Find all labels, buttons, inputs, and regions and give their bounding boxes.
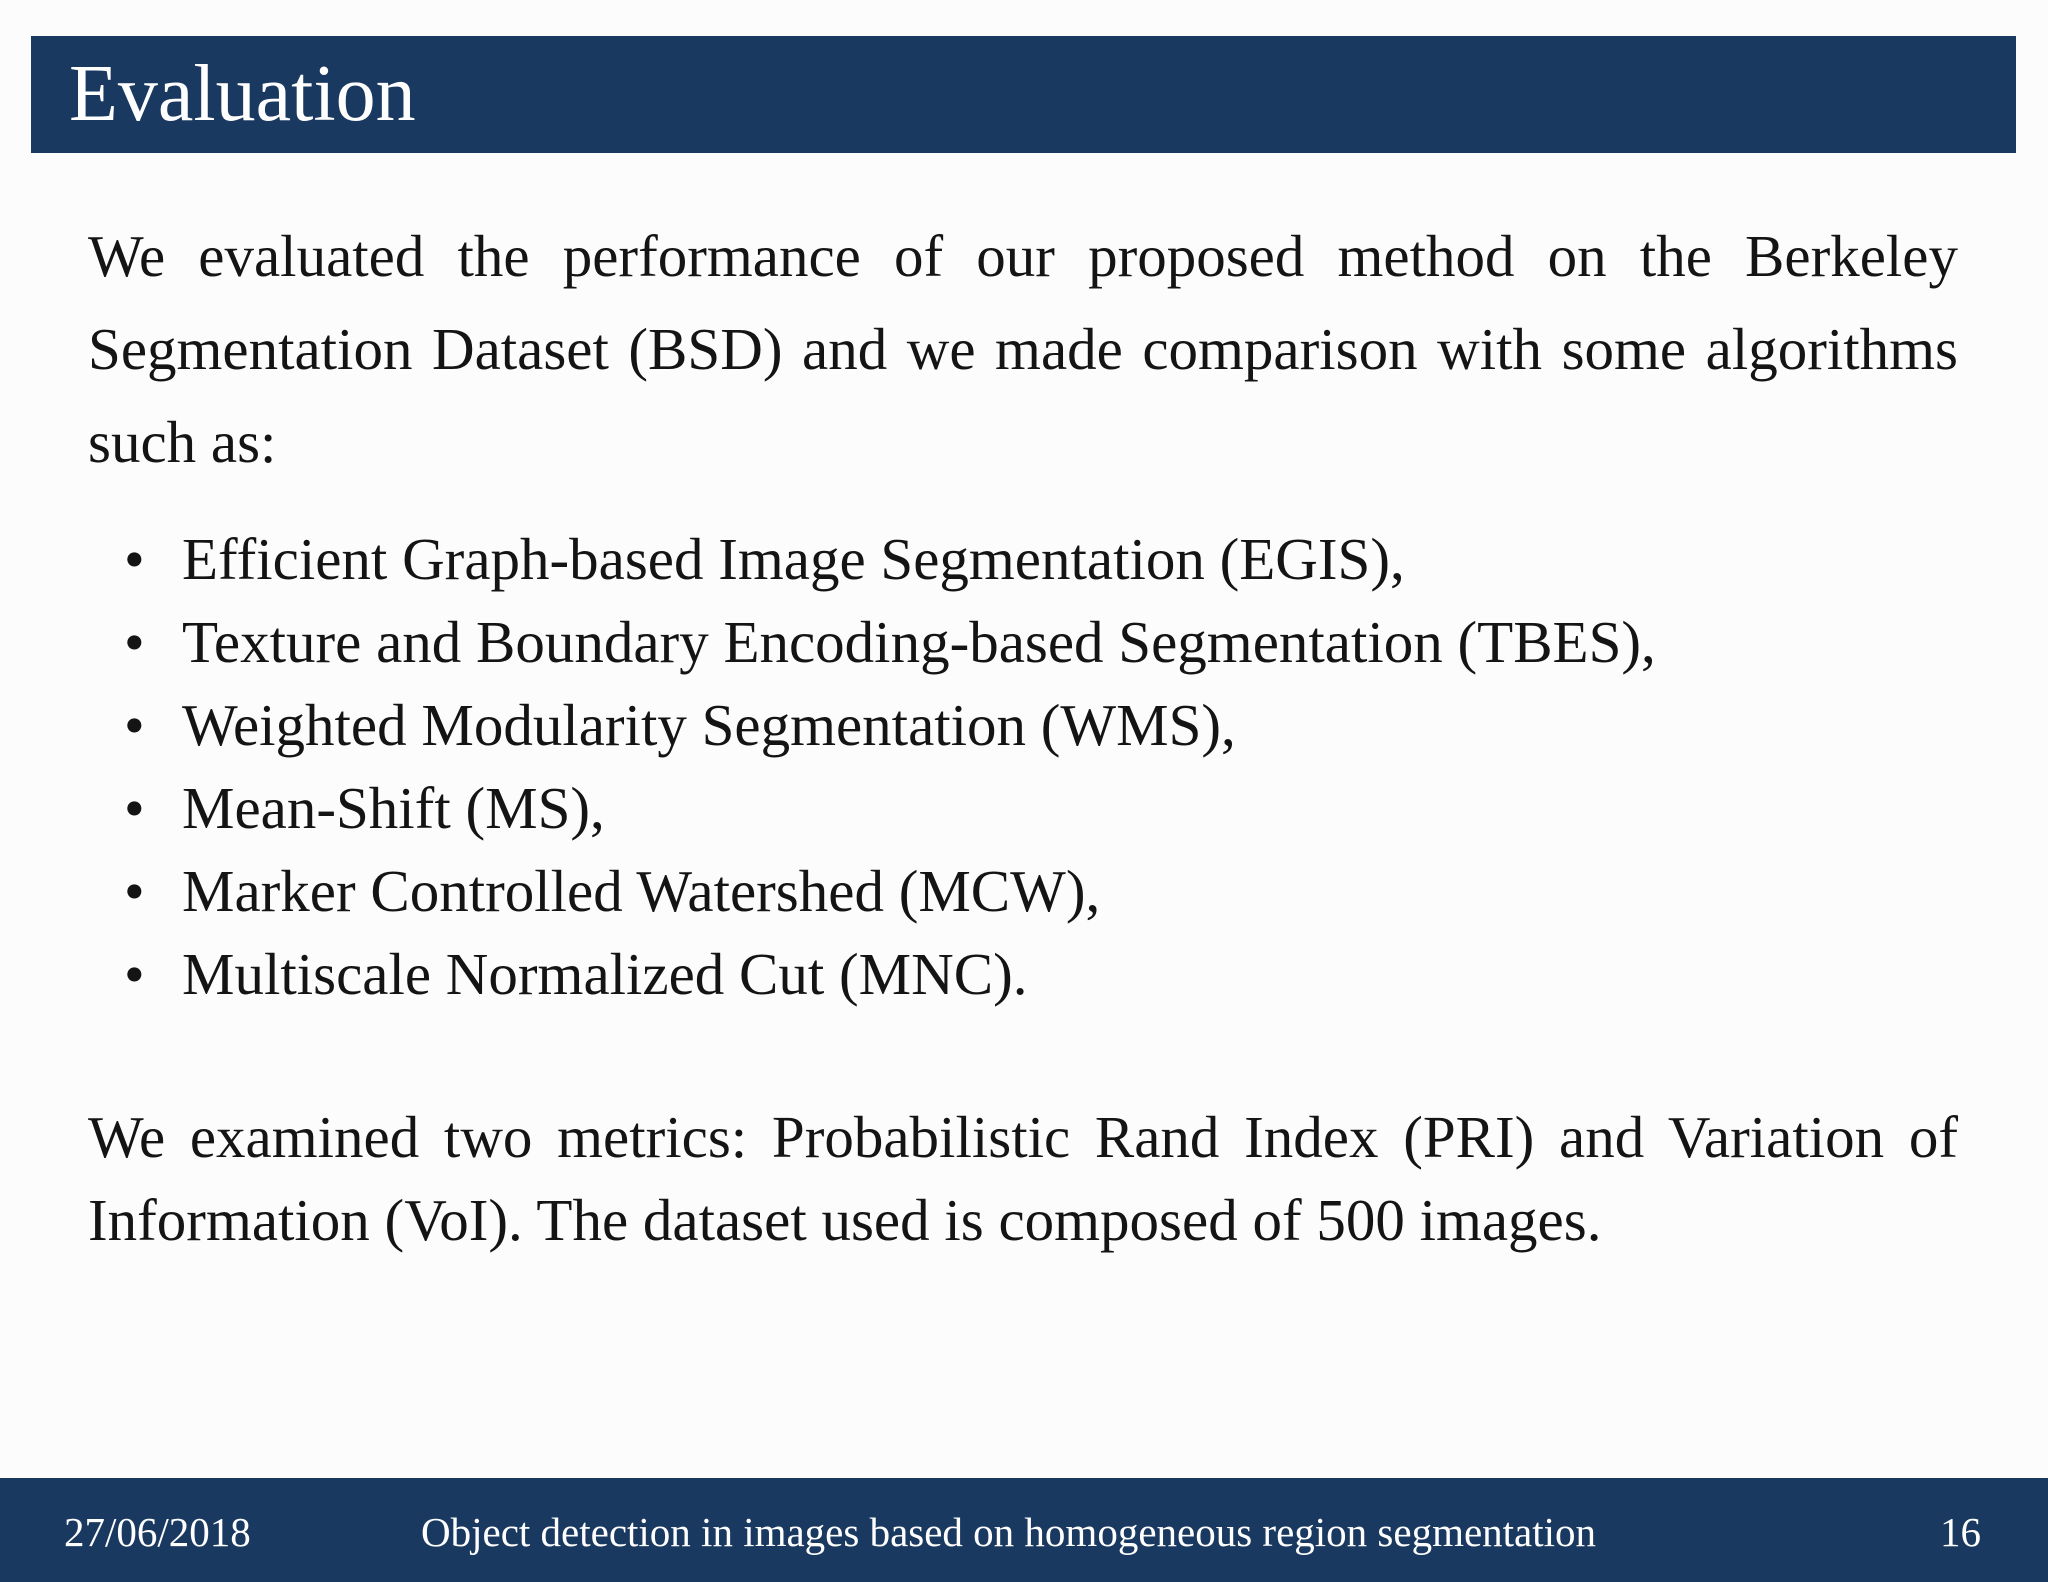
list-item: [124, 850, 1656, 933]
list-item: [124, 518, 1656, 601]
algorithm-list: [124, 518, 1656, 1016]
footer-date: 27/06/2018: [64, 1509, 251, 1555]
bullet-icon: •: [124, 692, 145, 758]
list-item: [124, 684, 1656, 767]
list-item-text: Multiscale Normalized Cut (MNC).: [182, 941, 1028, 1007]
list-item-text: Efficient Graph-based Image Segmentation (EGIS),: [182, 526, 1405, 592]
bullet-icon: •: [124, 609, 145, 675]
list-item-text: Mean-Shift (MS),: [182, 775, 605, 841]
bullet-icon: •: [124, 941, 145, 1007]
bullet-icon: •: [124, 775, 145, 841]
page-number: 16: [1940, 1509, 1981, 1555]
bullet-icon: •: [124, 526, 145, 592]
intro-paragraph: We evaluated the performance of our proposed method on the Berkeley Segmentation Dataset (BSD) and we made comparison with some algorithms such as:: [88, 223, 1958, 475]
list-item-text: Texture and Boundary Encoding-based Segmentation (TBES),: [182, 609, 1656, 675]
footer-bar: [0, 1478, 2048, 1582]
metrics-paragraph: We examined two metrics: Probabilistic Rand Index (PRI) and Variation of Information (VoI). The dataset used is composed of 500 images.: [88, 1104, 1958, 1253]
slide-title: Evaluation: [69, 50, 416, 138]
list-item-text: Marker Controlled Watershed (MCW),: [182, 858, 1101, 924]
title-bar: [31, 36, 2016, 153]
list-item: [124, 601, 1656, 684]
list-item: [124, 767, 1656, 850]
bullet-icon: •: [124, 858, 145, 924]
list-item: [124, 933, 1656, 1016]
list-item-text: Weighted Modularity Segmentation (WMS),: [182, 692, 1236, 758]
footer-title: Object detection in images based on homogeneous region segmentation: [421, 1509, 1597, 1555]
